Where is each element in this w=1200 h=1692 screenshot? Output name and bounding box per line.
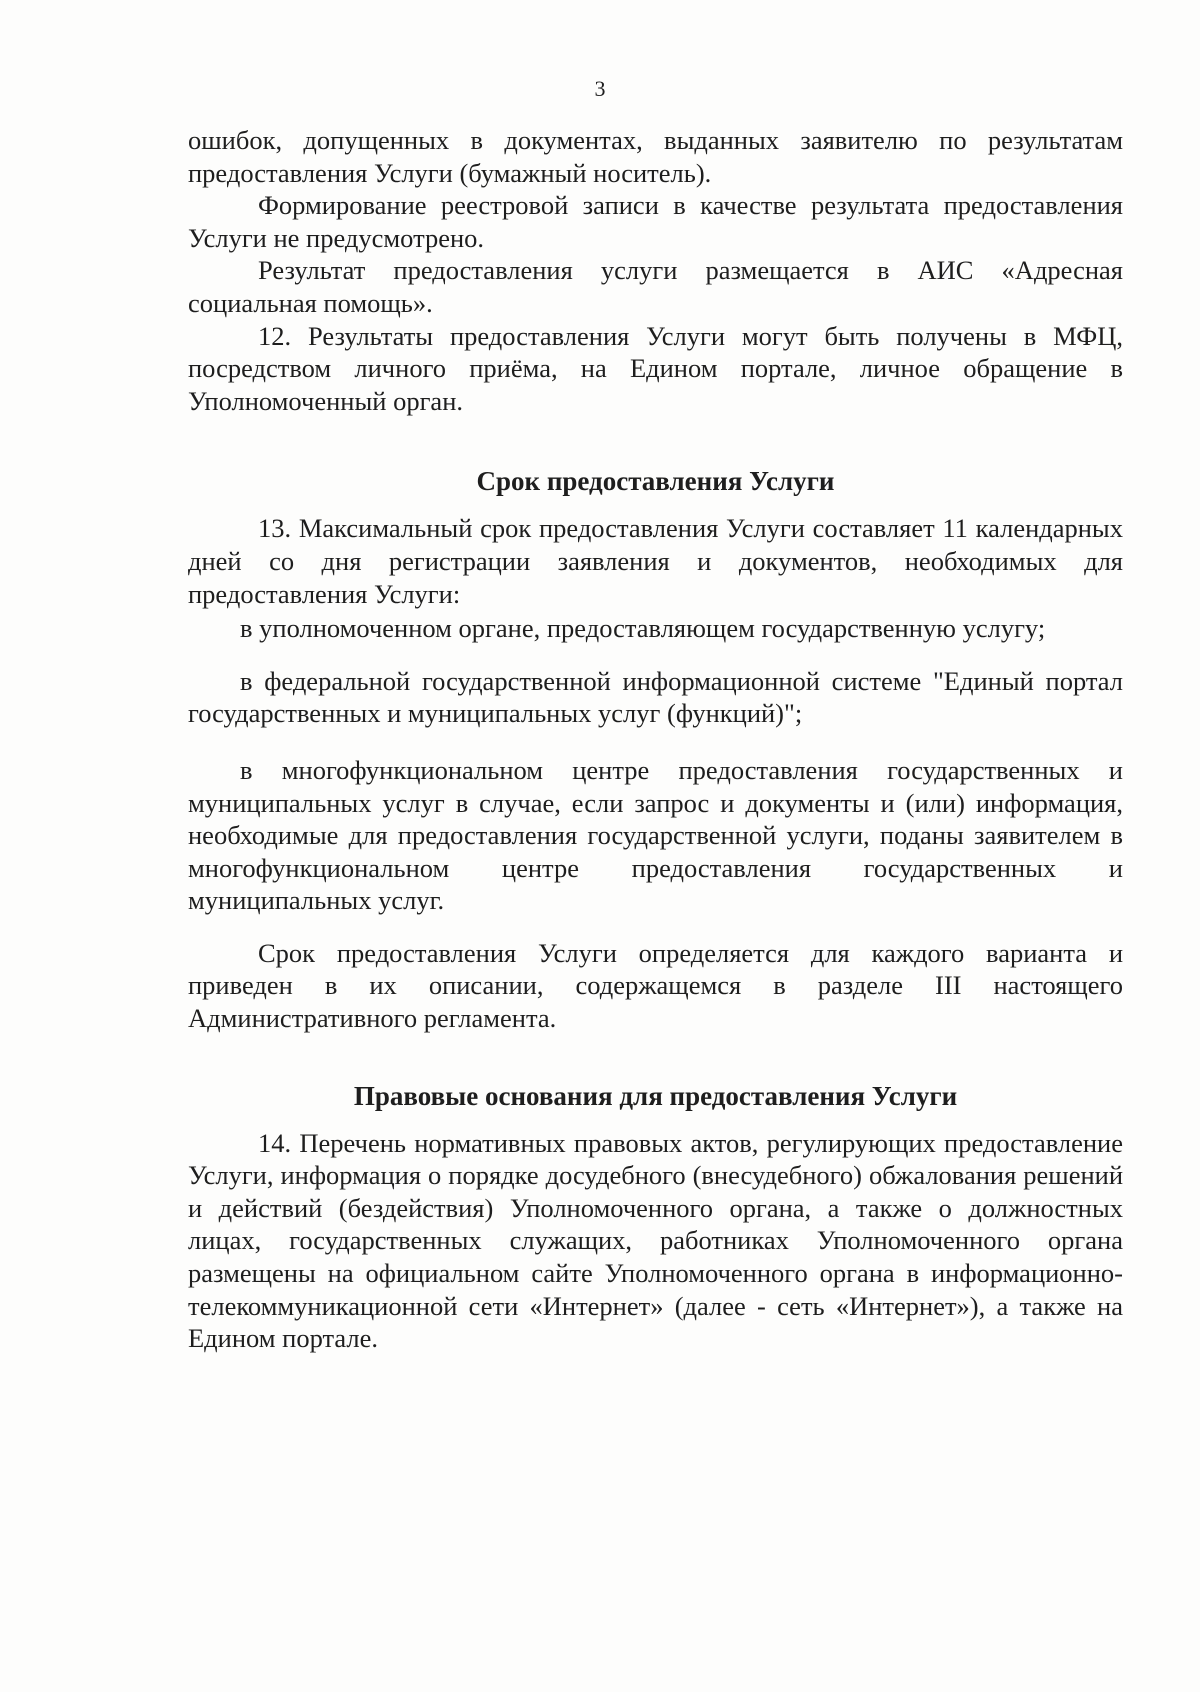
- paragraph-registry: Формирование реестровой записи в качестве результата предоставления Услуги не предусмотрено.: [188, 190, 1123, 253]
- paragraph-13: 13. Максимальный срок предоставления Услуги составляет 11 календарных дней со дня регистрации заявления и документов, необходимых для предоставления Услуги:: [188, 513, 1123, 609]
- paragraph-14: 14. Перечень нормативных правовых актов, регулирующих предоставление Услуги, информация о порядке досудебного (внесудебного) обжалования решений и действий (бездействия) Уполномоченного органа, а также о должностных лицах, государственных служащих, работниках Уполномоченного органа размещены на официальном сайте Уполномоченного органа в информационно-телекоммуникационной сети «Интернет» (далее - сеть «Интернет»), а также на Едином портале.: [188, 1127, 1123, 1354]
- paragraph-ais: Результат предоставления услуги размещается в АИС «Адресная социальная помощь».: [188, 255, 1123, 318]
- list-item-authority: в уполномоченном органе, предоставляющем государственную услугу;: [240, 613, 1046, 644]
- paragraph-12: 12. Результаты предоставления Услуги могут быть получены в МФЦ, посредством личного приёма, на Едином портале, личное обращение в Уполномоченный орган.: [188, 320, 1123, 416]
- section-heading-term: Срок предоставления Услуги: [476, 466, 835, 497]
- paragraph-term-variants: Срок предоставления Услуги определяется для каждого варианта и приведен в их описании, содержащемся в разделе III настоящего Административного регламента.: [188, 937, 1123, 1034]
- paragraph-continuation: ошибок, допущенных в документах, выданных заявителю по результатам предоставления Услуги (бумажный носитель).: [188, 125, 1123, 188]
- section-heading-legal: Правовые основания для предоставления Услуги: [353, 1080, 958, 1111]
- list-item-mfc: в многофункциональном центре предоставления государственных и муниципальных услуг в случае, если запрос и документы и (или) информация, необходимые для предоставления государственной услуги, поданы заявителем в многофункциональном центре предоставления государственных и муниципальных услуг.: [188, 754, 1123, 916]
- page-number: 3: [594, 76, 606, 101]
- document-body: [188, 124, 1123, 1355]
- list-item-portal: в федеральной государственной информационной системе "Единый портал государственных и муниципальных услуг (функций)";: [188, 665, 1123, 729]
